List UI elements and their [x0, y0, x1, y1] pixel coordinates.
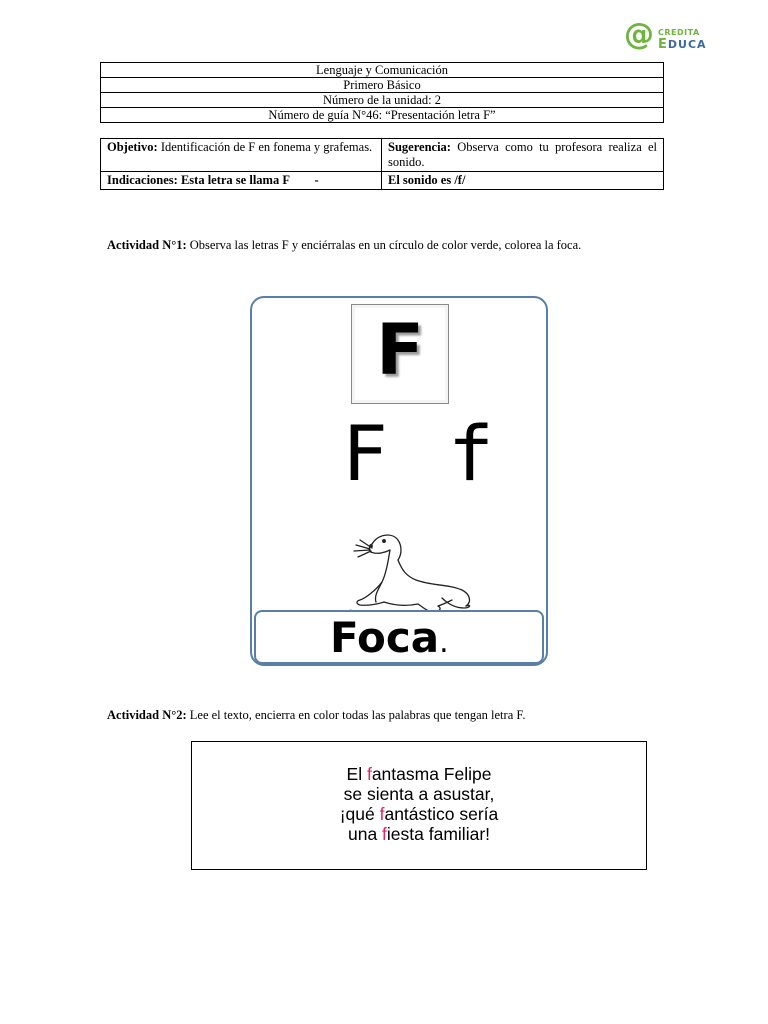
- big-letter: F: [376, 309, 424, 391]
- logo-at-symbol: @: [624, 17, 654, 52]
- activity-2: [107, 708, 525, 723]
- poem-line-4-start: una: [347, 824, 383, 844]
- activity-1-label: Actividad N°1:: [107, 238, 187, 252]
- poem-line-3-start: ¡qué: [339, 804, 380, 824]
- poem-line-3-end: antástico sería: [384, 804, 499, 824]
- subject-cell: Lenguaje y Comunicación: [101, 63, 664, 78]
- objective-label: Objetivo:: [107, 140, 158, 154]
- lowercase-letter: f: [448, 409, 494, 498]
- activity-1-text: Observa las letras F y enciérralas en un círculo de color verde, colorea la foca.: [186, 238, 582, 252]
- word-box: [254, 610, 544, 664]
- logo-e: E: [658, 37, 668, 52]
- poem-line-1: [192, 764, 646, 784]
- uppercase-letter: F: [342, 409, 388, 498]
- objective-cell: [101, 139, 382, 172]
- poem-line-4: [192, 824, 646, 844]
- poem-line-4-end: iesta familiar!: [386, 824, 491, 844]
- creditaeduca-logo: [624, 17, 714, 56]
- word-foca: [330, 612, 449, 669]
- objective-table: [100, 138, 664, 190]
- poem-line-1-start: El: [346, 764, 367, 784]
- header-table: [100, 62, 664, 123]
- suggestion-text: Observa como tu profesora realiza el sonido.: [388, 140, 657, 169]
- logo-line-educa: [658, 37, 707, 52]
- suggestion-label: Sugerencia:: [388, 140, 451, 154]
- indications-cell: [101, 172, 382, 190]
- highlight-f: f: [366, 764, 372, 784]
- poem: [192, 764, 646, 844]
- suggestion-cell: [382, 139, 664, 172]
- letter-card: [250, 296, 548, 666]
- poem-line-1-end: antasma Felipe: [371, 764, 492, 784]
- highlight-f: f: [379, 804, 385, 824]
- activity-2-text: Lee el texto, encierra en color todas las palabras que tengan letra F.: [186, 708, 526, 722]
- poem-line-3: [192, 804, 646, 824]
- sound-cell: [382, 172, 664, 190]
- word-text: Foca: [330, 613, 440, 662]
- logo-educa-rest: DUCA: [667, 38, 707, 51]
- poem-line-2: se sienta a asustar,: [343, 784, 495, 804]
- logo-line-credita: CREDITA: [658, 28, 700, 37]
- activity-1: [107, 238, 581, 253]
- unit-cell: Número de la unidad: 2: [101, 93, 664, 108]
- guide-cell: Número de guía N°46: “Presentación letra F”: [101, 108, 664, 123]
- poem-box: [191, 741, 647, 870]
- big-letter-box: [351, 304, 449, 404]
- grade-cell: Primero Básico: [101, 78, 664, 93]
- objective-text: Identificación de F en fonema y grafemas.: [157, 140, 373, 154]
- activity-2-label: Actividad N°2:: [107, 708, 187, 722]
- sound-text: El sonido es /f/: [388, 173, 466, 187]
- seal-illustration: [344, 526, 484, 618]
- indications-text: Indicaciones: Esta letra se llama F -: [107, 173, 319, 187]
- word-dot: .: [439, 625, 449, 660]
- highlight-f: f: [382, 824, 387, 844]
